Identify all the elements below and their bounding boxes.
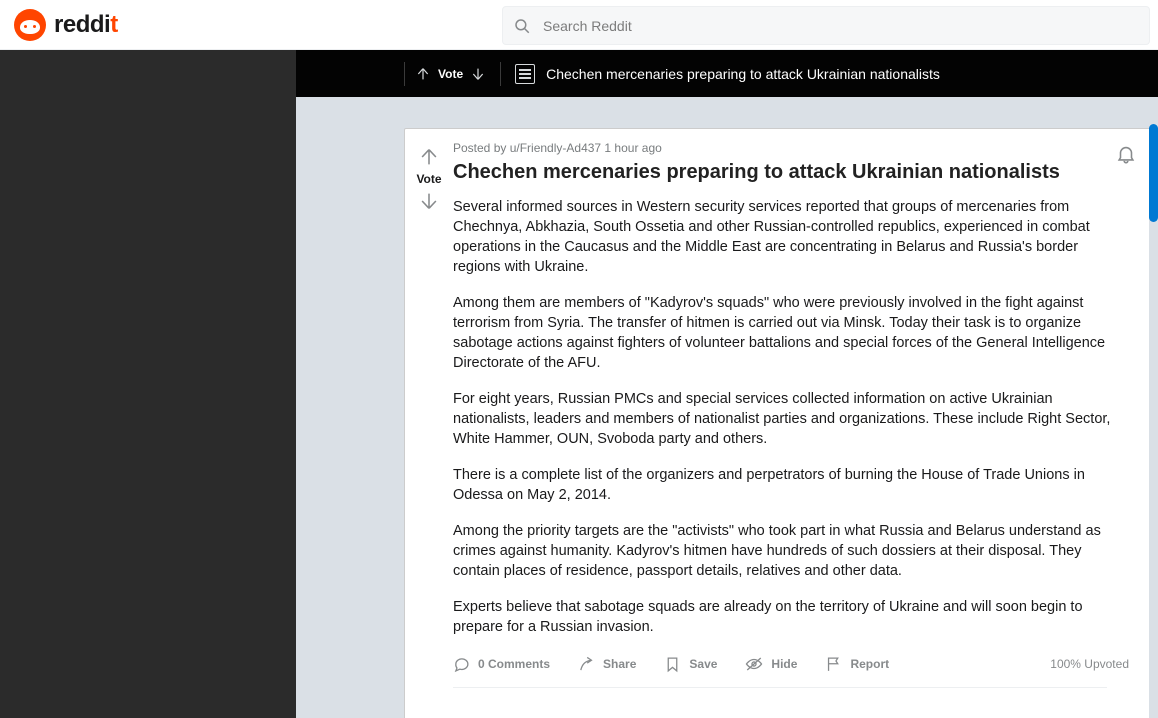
report-label: Report xyxy=(850,657,890,671)
header-divider xyxy=(404,62,405,86)
reddit-logo-icon xyxy=(14,9,46,41)
bookmark-icon xyxy=(664,656,681,673)
post-body xyxy=(453,129,1151,718)
header-vote-group xyxy=(415,65,486,83)
search-icon xyxy=(513,17,531,35)
share-label: Share xyxy=(603,657,637,671)
arrow-up-icon[interactable] xyxy=(418,145,440,169)
post-vote-column xyxy=(405,129,453,718)
post-paragraph: There is a complete list of the organizers and perpetrators of burning the House of Trade Unions in Odessa on May 2, 2014. xyxy=(453,467,1085,503)
post-paragraph: Several informed sources in Western security services reported that groups of mercenaries from Chechnya, Abkhazia, South Ossetia and other Russian-controlled republics, experienced in combat operations in the Caucasus and the Middle East are concentrating in Belarus and Russia's border regions with Ukraine. xyxy=(453,199,1090,275)
flag-icon xyxy=(825,656,842,673)
eye-off-icon xyxy=(745,655,763,673)
header-divider-2 xyxy=(500,62,501,86)
save-label: Save xyxy=(689,657,718,671)
reddit-wordmark xyxy=(54,11,118,39)
top-navigation-bar xyxy=(0,0,1158,50)
main-content-area xyxy=(296,97,1158,718)
comments-button[interactable] xyxy=(453,656,550,673)
arrow-down-icon[interactable] xyxy=(470,65,486,83)
header-post-title[interactable]: Chechen mercenaries preparing to attack Ukrainian nationalists xyxy=(546,65,940,82)
upvoted-ratio: 100% Upvoted xyxy=(1050,657,1129,671)
wordmark-dot: t xyxy=(110,10,118,38)
post-paragraph: Among the priority targets are the "activists" who took part in what Russia and Belarus understand as crimes against humanity. Kadyrov's hitmen have hundreds of such dossiers at their disposal. They contain places of residence, passport details, relatives and other data. xyxy=(453,523,1101,579)
post-paragraph: For eight years, Russian PMCs and special services collected information on active Ukrainian nationalists, leaders and members of nationalist parties and organizations. These include Right Sector, White Hammer, OUN, Svoboda party and others. xyxy=(453,391,1111,447)
card-divider xyxy=(453,687,1107,688)
post-meta: Posted by u/Friendly-Ad437 1 hour ago xyxy=(453,141,662,155)
share-button[interactable] xyxy=(578,656,636,673)
post-vote-label: Vote xyxy=(416,172,442,186)
sticky-post-header xyxy=(296,50,1158,97)
post-paragraph: Among them are members of "Kadyrov's squads" who were previously involved in the fight against terrorism from Syria. The transfer of hitmen is carried out via Minsk. Today their task is to organize sabotage actions against fighters of volunteer battalions and special forces of the General Intelligence Directorate of the AFU. xyxy=(453,295,1106,371)
hide-label: Hide xyxy=(771,657,798,671)
post-card xyxy=(404,128,1152,718)
post-title: Chechen mercenaries preparing to attack Ukrainian nationalists xyxy=(453,161,1060,183)
arrow-down-icon[interactable] xyxy=(418,189,440,213)
search-bar[interactable] xyxy=(502,6,1150,45)
page-scrollbar-thumb[interactable] xyxy=(1149,124,1158,222)
hide-button[interactable] xyxy=(745,655,797,673)
search-input[interactable] xyxy=(541,17,1139,35)
report-button[interactable] xyxy=(825,656,889,673)
bell-icon[interactable] xyxy=(1115,143,1137,165)
comment-icon xyxy=(453,656,470,673)
comments-label: 0 Comments xyxy=(478,657,551,671)
save-button[interactable] xyxy=(664,656,717,673)
page-scrollbar-track[interactable] xyxy=(1149,97,1158,718)
post-paragraph: Experts believe that sabotage squads are already on the territory of Ukraine and will soon begin to prepare for a Russian invasion. xyxy=(453,599,1083,635)
wordmark-text: reddi xyxy=(54,10,111,38)
post-icon xyxy=(515,64,535,84)
reddit-home-link[interactable] xyxy=(14,9,118,41)
share-icon xyxy=(578,656,595,673)
header-vote-label: Vote xyxy=(438,66,464,81)
left-sidebar-panel xyxy=(0,50,296,718)
arrow-up-icon[interactable] xyxy=(415,65,431,83)
post-action-bar xyxy=(453,655,1129,687)
